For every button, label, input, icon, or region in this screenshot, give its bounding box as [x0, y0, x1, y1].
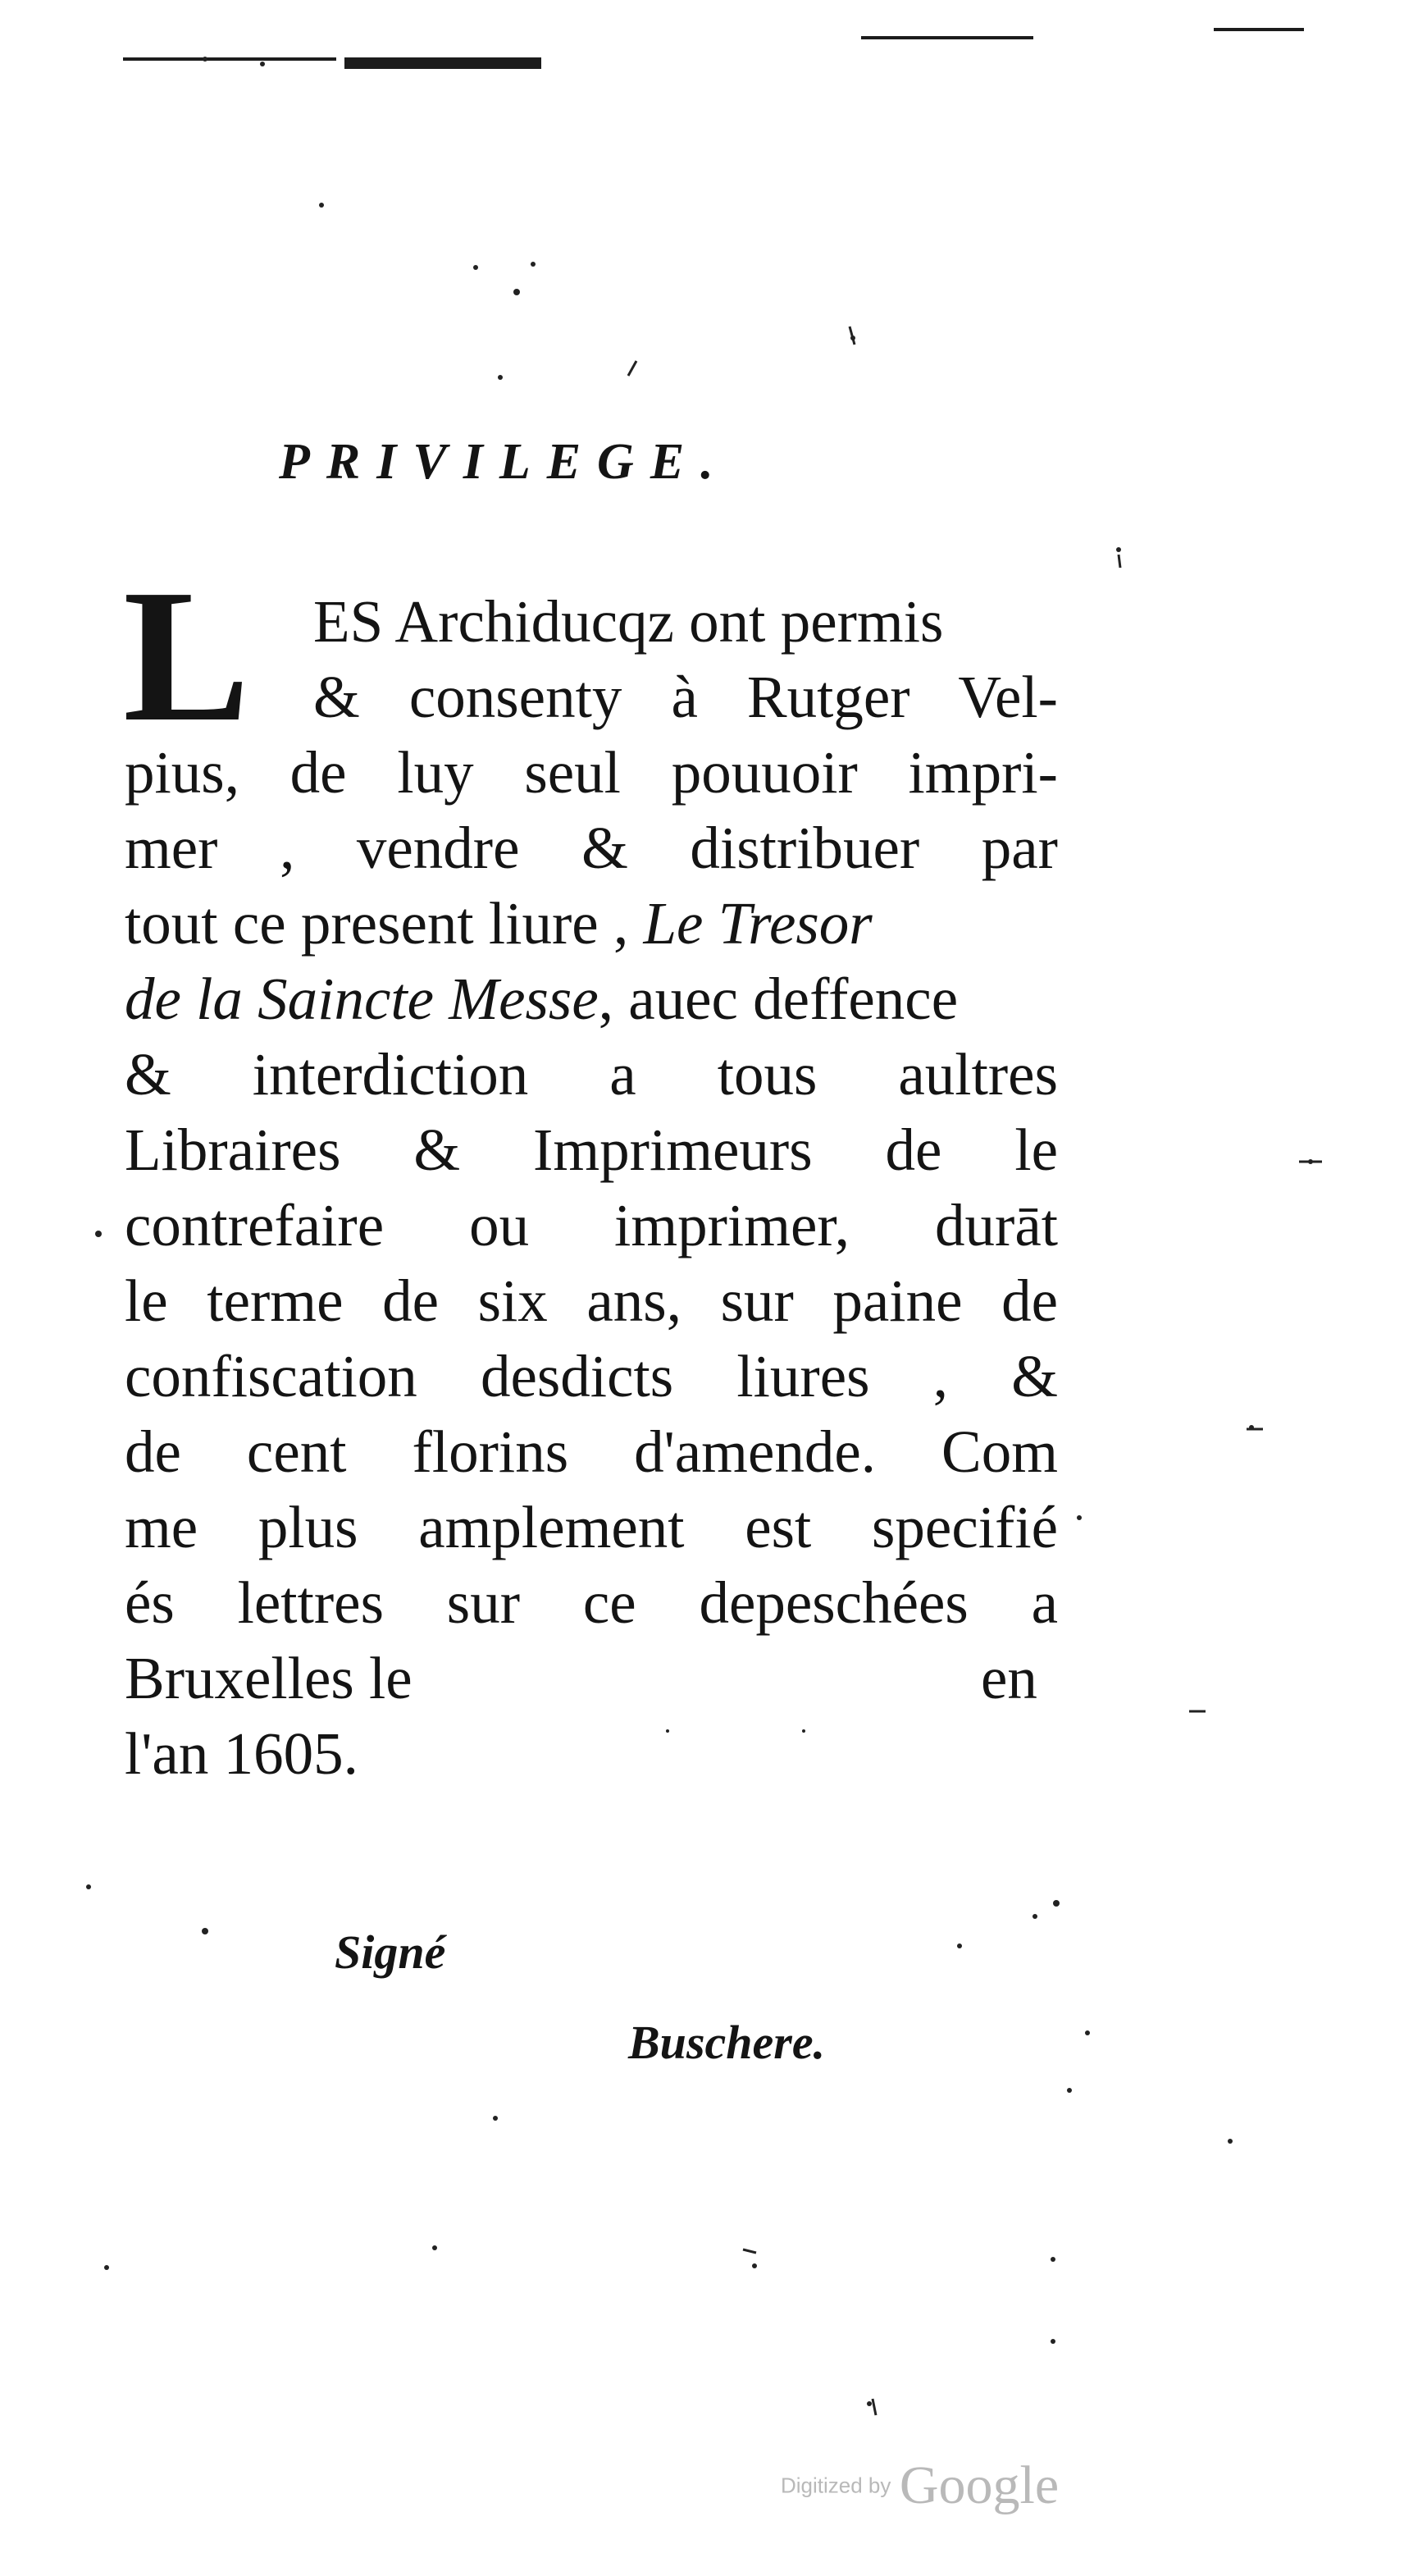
body-line: ES Archiducqz ont permis — [313, 588, 944, 655]
drop-cap: L — [123, 550, 250, 761]
body-line: mer , vendre & distribuer par — [125, 815, 1058, 881]
body-line: l'an 1605. — [125, 1720, 358, 1787]
body-line: Libraires & Imprimeurs de le — [125, 1117, 1058, 1183]
signature-label: Signé — [335, 1925, 446, 1979]
body-line: en — [981, 1645, 1037, 1711]
body-line: & consenty à Rutger Vel- — [313, 664, 1058, 730]
digitized-label: Digitized by — [781, 2473, 891, 2498]
body-line: pius, de luy seul pouuoir impri- — [125, 739, 1058, 806]
body-text: tout ce present liure , — [125, 890, 629, 957]
book-title: Le Tresor — [643, 890, 873, 957]
google-wordmark: Google — [899, 2455, 1060, 2515]
body-line: confiscation desdicts liures , & — [125, 1343, 1058, 1409]
digitized-by-watermark — [781, 2455, 1059, 2517]
body-line — [125, 961, 1058, 1037]
signatory-name: Buschere. — [628, 2016, 826, 2069]
body-line: de cent florins d'amende. Com — [125, 1418, 1058, 1485]
body-line: me plus amplement est specifié — [125, 1494, 1058, 1560]
body-line: és lettres sur ce depeschées a — [125, 1569, 1058, 1636]
body-line — [125, 886, 1058, 961]
body-text: , auec deffence — [598, 966, 959, 1032]
body-line: le terme de six ans, sur paine de — [125, 1267, 1058, 1334]
privilege-heading: PRIVILEGE. — [279, 434, 730, 490]
body-line: & interdiction a tous aultres — [125, 1041, 1058, 1108]
book-title: de la Saincte Messe — [125, 966, 599, 1032]
body-line: Bruxelles le — [125, 1645, 413, 1711]
body-line: contrefaire ou imprimer, durāt — [125, 1192, 1058, 1258]
